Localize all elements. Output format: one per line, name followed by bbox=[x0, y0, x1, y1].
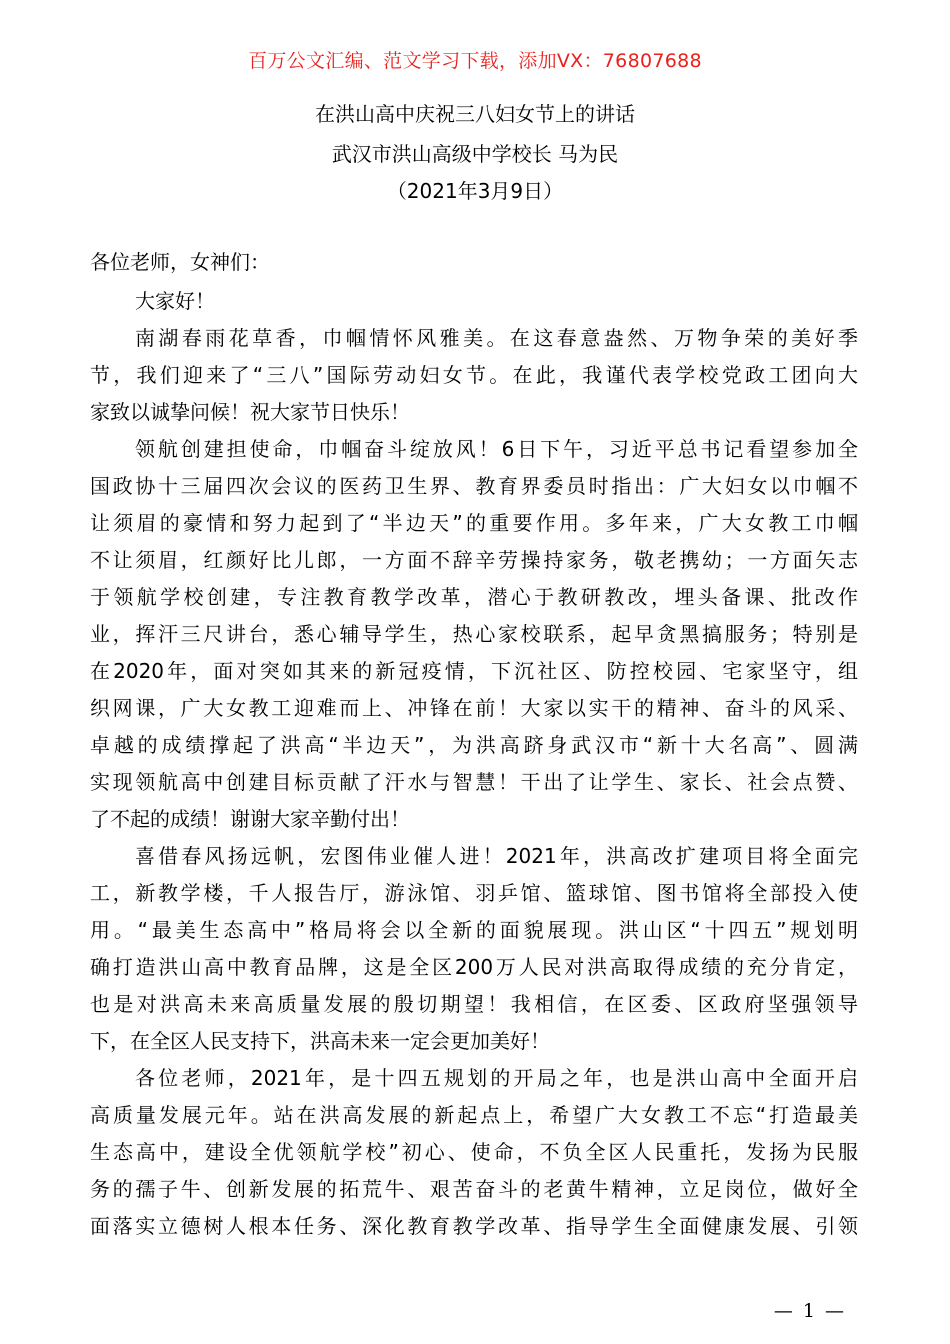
text-line: 务的孺子牛、创新发展的拓荒牛、艰苦奋斗的老黄牛精神，立足岗位，做好全 bbox=[90, 1177, 858, 1201]
text-line: 了不起的成绩！谢谢大家辛勤付出！ bbox=[90, 807, 410, 831]
text-line: 面落实立德树人根本任务、深化教育教学改革、指导学生全面健康发展、引领 bbox=[90, 1214, 858, 1238]
text-line: 不让须眉，红颜好比儿郎，一方面不辞辛劳操持家务，敬老携幼；一方面矢志 bbox=[90, 548, 858, 572]
text-line: 节，我们迎来了“三八”国际劳动妇女节。在此，我谨代表学校党政工团向大 bbox=[90, 363, 858, 387]
text-line: 确打造洪山高中教育品牌，这是全区200万人民对洪高取得成绩的充分肯定， bbox=[90, 955, 858, 979]
document-date: （2021年3月9日） bbox=[386, 179, 564, 203]
text-line: 下，在全区人民支持下，洪高未来一定会更加美好！ bbox=[90, 1029, 550, 1053]
text-line: 喜借春风扬远帆，宏图伟业催人进！2021年，洪高改扩建项目将全面完 bbox=[135, 844, 858, 868]
text-line: 领航创建担使命，巾帼奋斗绽放风！6日下午，习近平总书记看望参加全 bbox=[135, 437, 858, 461]
text-line: 高质量发展元年。站在洪高发展的新起点上，希望广大女教工不忘“打造最美 bbox=[90, 1103, 858, 1127]
salutation: 各位老师，女神们： bbox=[90, 250, 270, 274]
text-line: 让须眉的豪情和努力起到了“半边天”的重要作用。多年来，广大女教工巾帼 bbox=[90, 511, 858, 535]
promo-banner: 百万公文汇编、范文学习下载，添加VX：76807688 bbox=[248, 50, 702, 72]
page-number: — 1 — bbox=[773, 1300, 846, 1322]
text-line: 实现领航高中创建目标贡献了汗水与智慧！干出了让学生、家长、社会点赞、 bbox=[90, 770, 858, 794]
text-line: 卓越的成绩撑起了洪高“半边天”，为洪高跻身武汉市“新十大名高”、圆满 bbox=[90, 733, 858, 757]
text-line: 工，新教学楼，千人报告厅，游泳馆、羽乒馆、篮球馆、图书馆将全部投入使 bbox=[90, 881, 858, 905]
text-line: 南湖春雨花草香，巾帼情怀风雅美。在这春意盎然、万物争荣的美好季 bbox=[135, 326, 858, 350]
text-line: 生态高中，建设全优领航学校”初心、使命，不负全区人民重托，发扬为民服 bbox=[90, 1140, 858, 1164]
text-line: 各位老师，2021年，是十四五规划的开局之年，也是洪山高中全面开启 bbox=[135, 1066, 858, 1090]
text-line: 在2020年，面对突如其来的新冠疫情，下沉社区、防控校园、宅家坚守，组 bbox=[90, 659, 858, 683]
document-title: 在洪山高中庆祝三八妇女节上的讲话 bbox=[315, 102, 635, 126]
text-line: 大家好！ bbox=[135, 289, 215, 313]
text-line: 也是对洪高未来高质量发展的殷切期望！我相信，在区委、区政府坚强领导 bbox=[90, 992, 858, 1016]
body-text bbox=[90, 283, 858, 1245]
text-line: 于领航学校创建，专注教育教学改革，潜心于教研教改，埋头备课、批改作 bbox=[90, 585, 858, 609]
text-line: 国政协十三届四次会议的医药卫生界、教育界委员时指出：广大妇女以巾帼不 bbox=[90, 474, 858, 498]
text-line: 家致以诚挚问候！祝大家节日快乐！ bbox=[90, 400, 410, 424]
text-line: 织网课，广大女教工迎难而上、冲锋在前！大家以实干的精神、奋斗的风采、 bbox=[90, 696, 858, 720]
text-line: 用。“最美生态高中”格局将会以全新的面貌展现。洪山区“十四五”规划明 bbox=[90, 918, 858, 942]
text-line: 业，挥汗三尺讲台，悉心辅导学生，热心家校联系，起早贪黑搞服务；特别是 bbox=[90, 622, 858, 646]
document-author: 武汉市洪山高级中学校长 马为民 bbox=[331, 142, 619, 166]
